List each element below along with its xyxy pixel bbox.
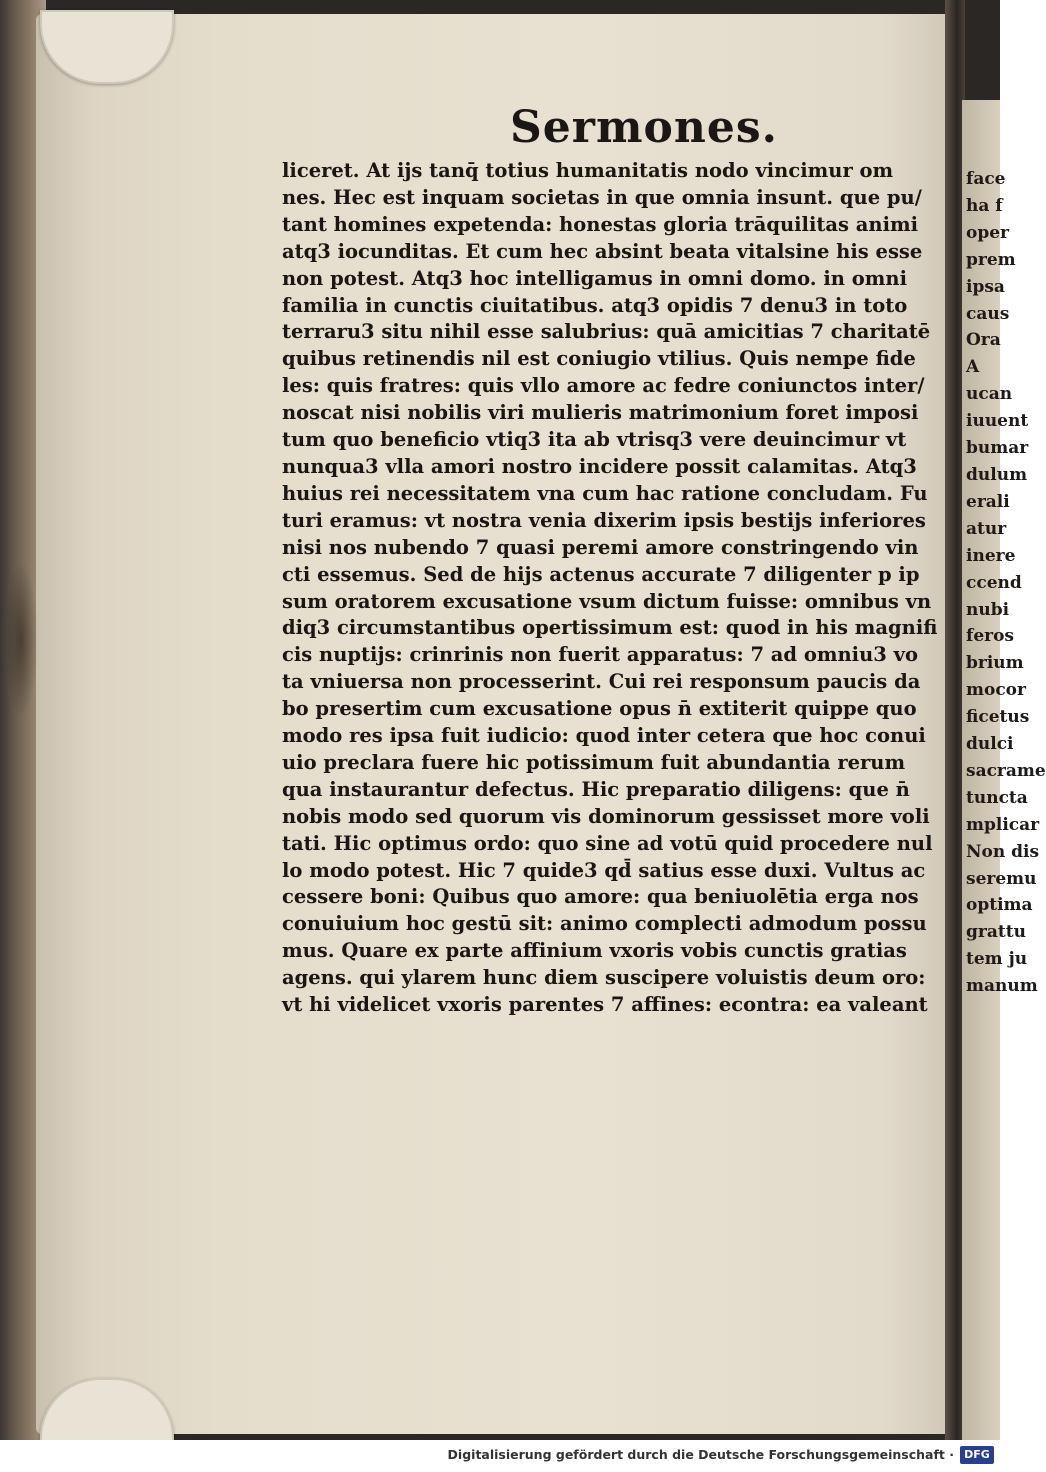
text-line: cti essemus. Sed de hijs actenus accurate 7 diligenter p ip [282,562,920,586]
text-line: huius rei necessitatem vna cum hac ratione concludam. Fu [282,481,928,505]
facing-page-fragment: dulci [966,734,1014,755]
facing-page-fragment: manum [966,976,1038,997]
facing-page-fragment: iuuent [966,411,1029,432]
facing-page-edge [962,100,1046,1440]
text-line: lo modo potest. Hic 7 quide3 qd̄ satius esse duxi. Vultus ac [282,858,926,882]
text-line: tum quo beneficio vtiq3 ita ab vtrisq3 vere deuincimur vt [282,428,907,452]
facing-page-fragment: atur [966,518,1007,539]
facing-page-fragment: Non dis [966,841,1040,862]
text-line: nunqua3 vlla amori nostro incidere possit calamitas. Atq3 [282,454,917,478]
facing-page-fragment: feros [966,626,1014,647]
text-line: cis nuptijs: crinrinis non fuerit apparatus: 7 ad omniu3 vo [282,643,918,667]
text-line: nobis modo sed quorum vis dominorum gessisset more voli [282,804,930,828]
page-stain [4,560,38,720]
text-line: liceret. At ijs tanq̄ totius humanitatis nodo vincimur om [282,159,894,182]
text-line: vt hi videlicet vxoris parentes 7 affines: econtra: ea valeant [282,993,928,1017]
facing-page-fragment: ccend [966,572,1022,593]
funding-credit: Digitalisierung gefördert durch die Deutsche Forschungsgemeinschaft · [447,1447,954,1462]
facing-page-fragment: mocor [966,680,1026,701]
facing-page-fragment: ucan [966,384,1013,405]
facing-page-fragment: oper [966,222,1009,243]
facing-page-fragment: tuncta [966,787,1028,808]
facing-page-fragment: seremu [966,868,1037,889]
text-line: nisi nos nubendo 7 quasi peremi amore constringendo vin [282,535,919,559]
text-line: terraru3 situ nihil esse salubrius: quā amicitias 7 charitatē [282,320,931,344]
text-line: noscat nisi nobilis viri mulieris matrimonium foret imposi [282,401,919,425]
text-line: quibus retinendis nil est coniugio vtilius. Quis nempe fide [282,347,916,371]
text-line: bo presertim cum excusatione opus n̄ extiterit quippe quo [282,697,917,721]
text-line: agens. qui ylarem hunc diem suscipere voluistis deum oro: [282,966,926,990]
footer-bar [0,1440,1000,1472]
text-line: mus. Quare ex parte affinium vxoris vobis cunctis gratias [282,939,907,963]
facing-page-fragment: bumar [966,438,1029,459]
text-line: atq3 iocunditas. Et cum hec absint beata vitalsine his esse [282,239,923,263]
text-line: uio preclara fuere hic potissimum fuit abundantia rerum [282,750,906,774]
facing-page-fragment: ipsa [966,276,1005,297]
text-line: ta vniuersa non processerint. Cui rei responsum paucis da [282,670,921,694]
facing-page-fragment: grattu [966,922,1026,943]
facing-page-fragment: brium [966,653,1024,674]
facing-page-fragment: inere [966,545,1016,566]
facing-page-fragment: ficetus [966,707,1030,728]
running-head: Sermones. [510,102,778,153]
facing-page-fragment: A [966,357,980,378]
facing-page-fragment: face [966,169,1006,189]
facing-page-fragment: caus [966,303,1010,324]
text-line: qua instaurantur defectus. Hic preparatio diligens: que n̄ [282,777,910,801]
facing-page-fragment: prem [966,249,1016,270]
facing-page-fragment: dulum [966,464,1028,485]
text-line: non potest. Atq3 hoc intelligamus in omni domo. in omni [282,266,907,290]
dfg-logo: DFG [960,1446,994,1464]
text-line: diq3 circumstantibus opertissimum est: quod in his magnifi [282,616,938,640]
facing-page-fragment: erali [966,491,1010,512]
text-line: nes. Hec est inquam societas in que omnia insunt. que pu/ [282,185,922,209]
text-line: cessere boni: Quibus quo amore: qua beniuolētia erga nos [282,885,919,909]
facing-page-fragment: mplicar [966,814,1040,835]
text-line: turi eramus: vt nostra venia dixerim ipsis bestijs inferiores [282,508,926,532]
text-line: tati. Hic optimus ordo: quo sine ad votū quid procedere nul [282,831,933,855]
text-line: sum oratorem excusatione vsum dictum fuisse: omnibus vn [282,589,932,613]
text-line: tant homines expetenda: honestas gloria trāquilitas animi [282,212,919,236]
text-line: conuiuium hoc gestū sit: animo complecti admodum possu [282,912,927,936]
facing-page-fragment: tem ju [966,949,1028,970]
facing-page-fragment: sacrame [966,760,1046,781]
facing-page-fragment: optima [966,895,1033,916]
text-line: familia in cunctis ciuitatibus. atq3 opidis 7 denu3 in toto [282,293,908,317]
facing-page-fragment: Ora [966,330,1001,351]
page-text [282,158,942,1019]
text-line: modo res ipsa fuit iudicio: quod inter cetera que hoc conui [282,724,926,748]
facing-page-fragment: nubi [966,599,1010,620]
text-line: les: quis fratres: quis vllo amore ac fedre coniunctos inter/ [282,374,925,398]
facing-page-fragments [962,100,1046,1000]
facing-page-fragment: ha f [966,195,1003,216]
